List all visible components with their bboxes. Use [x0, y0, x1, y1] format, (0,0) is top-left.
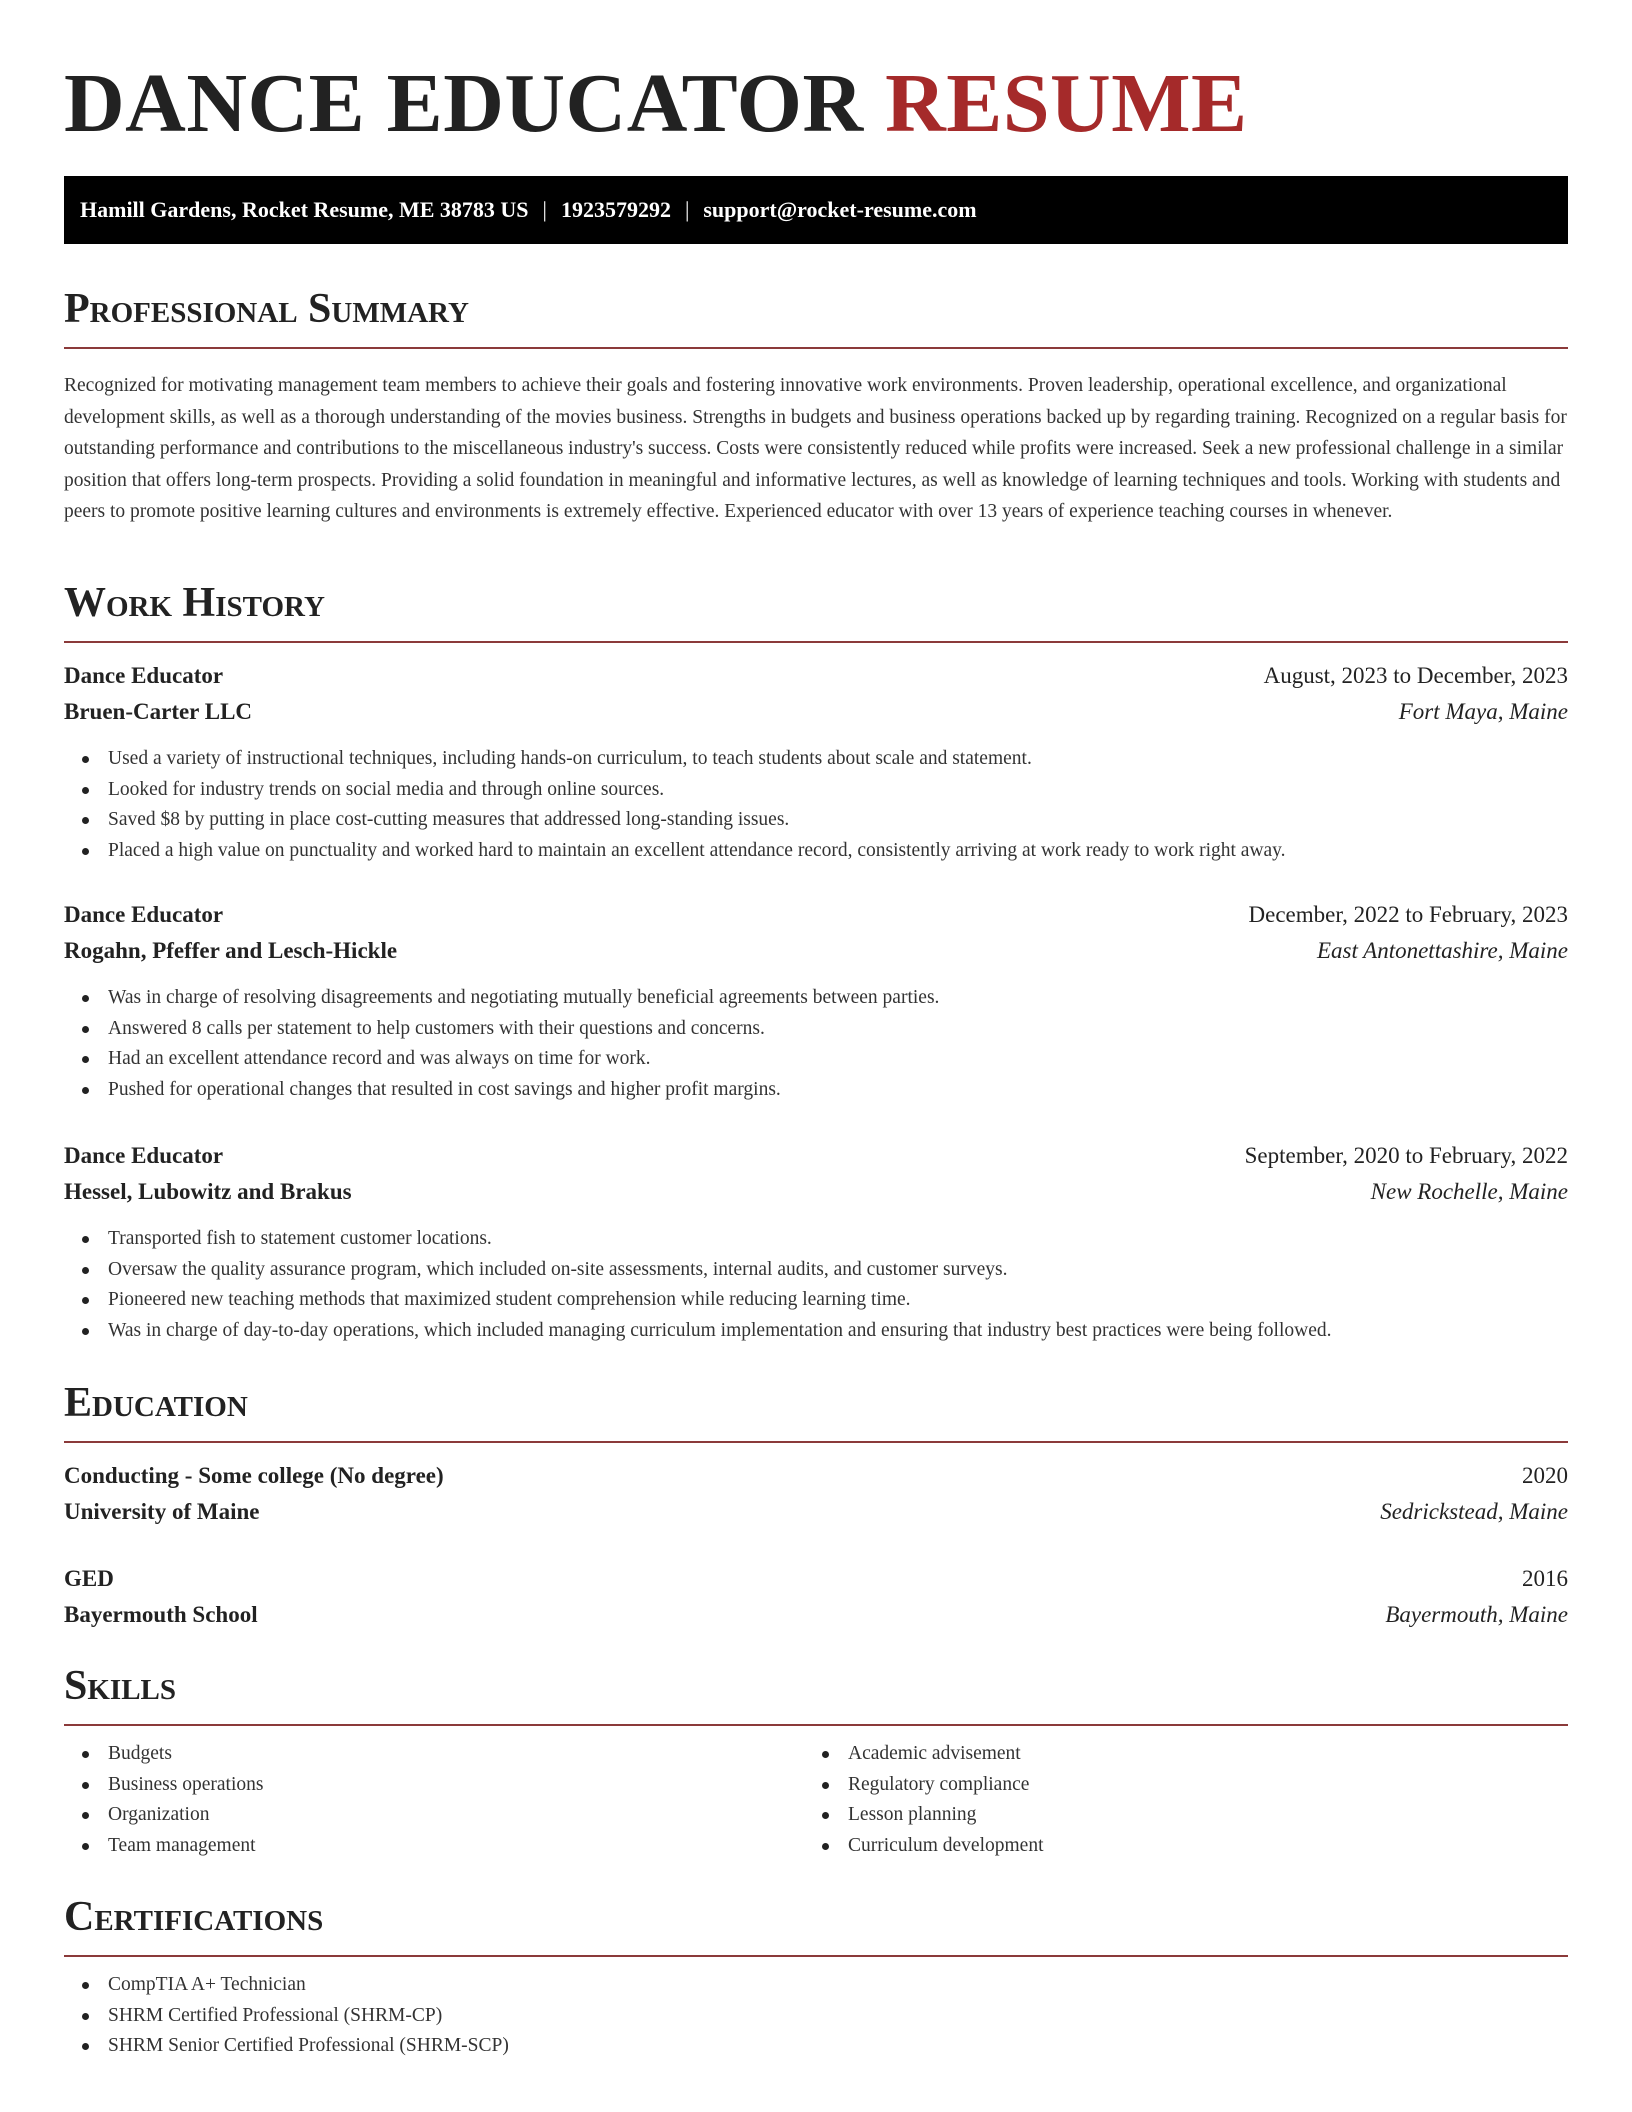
education-school: University of Maine: [64, 1499, 260, 1524]
job-company: Hessel, Lubowitz and Brakus: [64, 1179, 352, 1204]
certifications-list: [64, 1970, 1568, 2062]
job-dates: August, 2023 to December, 2023: [1263, 663, 1568, 688]
list-item: CompTIA A+ Technician: [64, 1970, 1568, 2001]
education-school-row: [64, 1597, 1568, 1633]
job-dates: December, 2022 to February, 2023: [1248, 902, 1568, 927]
section-divider: [64, 1955, 1568, 1957]
page-title: [64, 56, 1248, 152]
education-degree: Conducting - Some college (No degree): [64, 1463, 444, 1488]
section-divider: [64, 1724, 1568, 1726]
job-dates: September, 2020 to February, 2022: [1244, 1143, 1568, 1168]
education-location: Sedrickstead, Maine: [1380, 1499, 1568, 1524]
job-header: [64, 897, 1568, 933]
summary-heading: Professional Summary: [64, 286, 469, 332]
list-item: SHRM Senior Certified Professional (SHRM-SCP): [64, 2031, 1568, 2062]
job-company-row: [64, 933, 1568, 969]
list-item: Answered 8 calls per statement to help customers with their questions and concerns.: [64, 1014, 1568, 1045]
education-year: 2020: [1522, 1463, 1568, 1488]
section-divider: [64, 641, 1568, 643]
contact-email: support@rocket-resume.com: [703, 197, 977, 222]
list-item: Organization: [64, 1800, 804, 1831]
education-heading: Education: [64, 1380, 248, 1426]
education-header: [64, 1561, 1568, 1597]
job-bullets: [64, 1224, 1568, 1346]
list-item: Budgets: [64, 1739, 804, 1770]
certifications-heading: Certifications: [64, 1894, 324, 1940]
list-item: Placed a high value on punctuality and worked hard to maintain an excellent attendance record, consistently arriving at work ready to work right away.: [64, 836, 1568, 867]
job-company-row: [64, 1174, 1568, 1210]
education-school: Bayermouth School: [64, 1602, 258, 1627]
list-item: Transported fish to statement customer locations.: [64, 1224, 1568, 1255]
job-company: Bruen-Carter LLC: [64, 699, 253, 724]
list-item: Saved $8 by putting in place cost-cutting measures that addressed long-standing issues.: [64, 805, 1568, 836]
education-location: Bayermouth, Maine: [1385, 1602, 1568, 1627]
job-title: Dance Educator: [64, 663, 224, 688]
job-location: East Antonettashire, Maine: [1316, 938, 1568, 963]
list-item: Had an excellent attendance record and was always on time for work.: [64, 1044, 1568, 1075]
job-company: Rogahn, Pfeffer and Lesch-Hickle: [64, 938, 398, 963]
education-school-row: [64, 1494, 1568, 1530]
education-year: 2016: [1522, 1566, 1568, 1591]
section-divider: [64, 347, 1568, 349]
contact-address: Hamill Gardens, Rocket Resume, ME 38783 US: [80, 197, 529, 222]
education-header: [64, 1458, 1568, 1494]
contact-phone: 1923579292: [560, 197, 671, 222]
list-item: Academic advisement: [804, 1739, 1568, 1770]
list-item: SHRM Certified Professional (SHRM-CP): [64, 2001, 1568, 2032]
list-item: Lesson planning: [804, 1800, 1568, 1831]
job-company-row: [64, 694, 1568, 730]
job-title: Dance Educator: [64, 902, 224, 927]
summary-text: Recognized for motivating management team members to achieve their goals and fostering innovative work environments. Proven leadership, operational excellence, and organizational development skills, as well as a thorough understanding of the movies business. Strengths in budgets and business operations backed up by regarding training. Recognized on a regular basis for outstanding performance and contributions to the miscellaneous industry's success. Costs were consistently reduced while profits were increased. Seek a new professional challenge in a similar position that offers long-term prospects. Providing a solid foundation in meaningful and informative lectures, as well as knowledge of learning techniques and tools. Working with students and peers to promote positive learning cultures and environments is extremely effective. Experienced educator with over 13 years of experience teaching courses in whenever.: [64, 375, 1567, 522]
list-item: Curriculum development: [804, 1831, 1568, 1862]
list-item: Looked for industry trends on social media and through online sources.: [64, 775, 1568, 806]
section-divider: [64, 1441, 1568, 1443]
title-accent: RESUME: [885, 57, 1248, 150]
list-item: Regulatory compliance: [804, 1770, 1568, 1801]
contact-separator: |: [542, 197, 547, 222]
skills-list-left: [64, 1739, 804, 1861]
job-title: Dance Educator: [64, 1143, 224, 1168]
job-location: New Rochelle, Maine: [1370, 1179, 1568, 1204]
title-main: DANCE EDUCATOR: [64, 57, 864, 150]
skills-heading: Skills: [64, 1663, 177, 1709]
work-history-heading: Work History: [64, 580, 325, 626]
job-bullets: [64, 744, 1568, 866]
list-item: Oversaw the quality assurance program, which included on-site assessments, internal audits, and customer surveys.: [64, 1255, 1568, 1286]
list-item: Was in charge of day-to-day operations, which included managing curriculum implementation and ensuring that industry best practices were being followed.: [64, 1316, 1568, 1347]
list-item: Team management: [64, 1831, 804, 1862]
education-degree: GED: [64, 1566, 114, 1591]
list-item: Was in charge of resolving disagreements and negotiating mutually beneficial agreements between parties.: [64, 983, 1568, 1014]
job-header: [64, 1138, 1568, 1174]
list-item: Pioneered new teaching methods that maximized student comprehension while reducing learning time.: [64, 1285, 1568, 1316]
job-bullets: [64, 983, 1568, 1105]
contact-separator: |: [684, 197, 690, 222]
skills-list-right: [804, 1739, 1568, 1861]
job-location: Fort Maya, Maine: [1398, 699, 1568, 724]
list-item: Used a variety of instructional techniques, including hands-on curriculum, to teach students about scale and statement.: [64, 744, 1568, 775]
contact-bar: [64, 176, 1568, 244]
list-item: Business operations: [64, 1770, 804, 1801]
job-header: [64, 658, 1568, 694]
list-item: Pushed for operational changes that resulted in cost savings and higher profit margins.: [64, 1075, 1568, 1106]
